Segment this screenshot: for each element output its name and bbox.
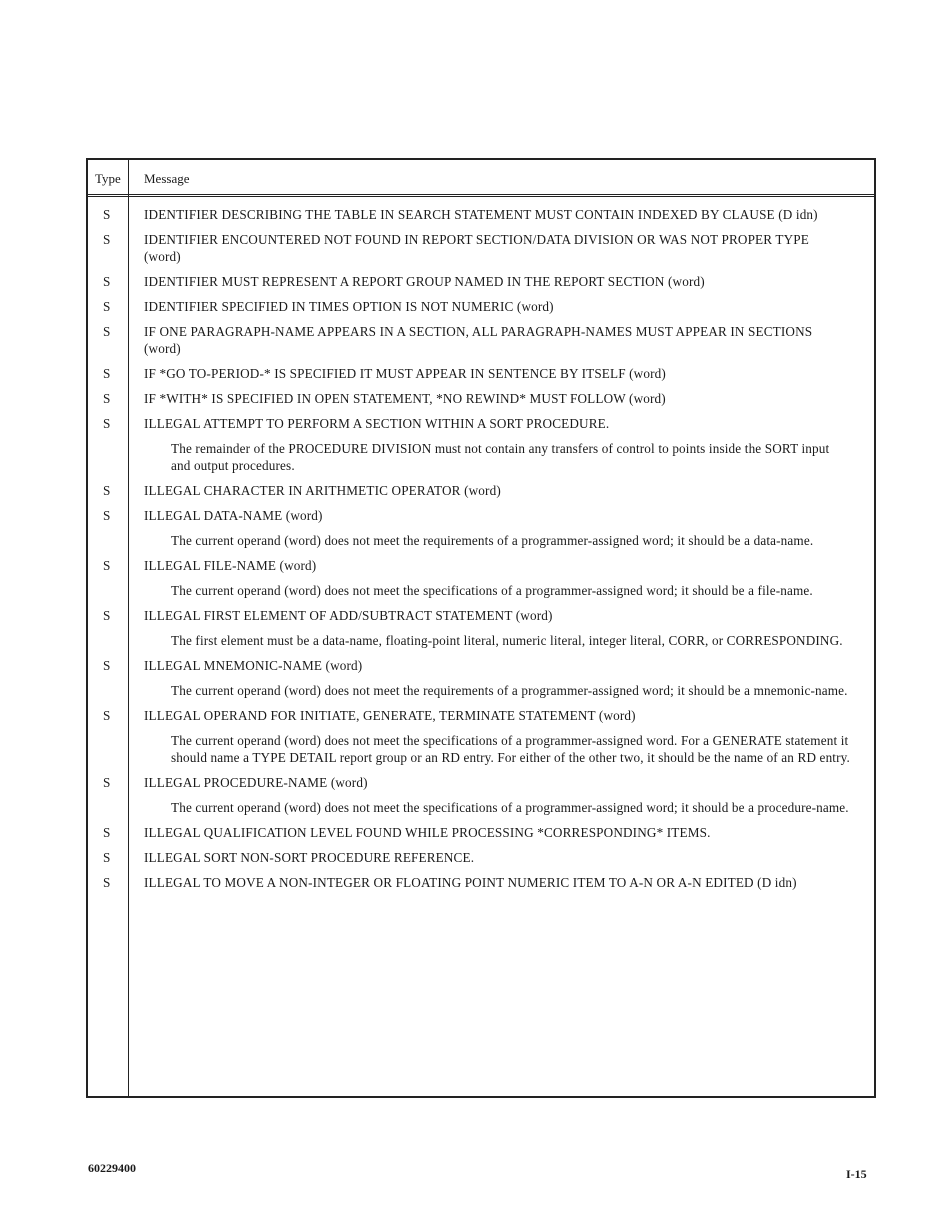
message-explanation: The current operand (word) does not meet the requirements of a programmer-assigned word; it should be a data-name. [171, 533, 814, 548]
message-type: S [103, 850, 111, 865]
table-row [88, 415, 874, 474]
message-type: S [103, 483, 111, 498]
message-column-header: Message [144, 171, 190, 186]
message-type: S [103, 232, 111, 247]
message-explanation: The current operand (word) does not meet the specifications of a programmer-assigned word. For a GENERATE statement it should name a TYPE DETAIL report group or an RD entry. For either of the other two, it should be the name of an RD entry. [171, 733, 850, 765]
message-type: S [103, 299, 111, 314]
message-type: S [103, 366, 111, 381]
message-type: S [103, 391, 111, 406]
message-type: S [103, 658, 111, 673]
table-row [88, 390, 874, 407]
message-type: S [103, 875, 111, 890]
message-text: ILLEGAL FILE-NAME (word) [144, 558, 317, 573]
message-text: ILLEGAL PROCEDURE-NAME (word) [144, 775, 368, 790]
message-text: ILLEGAL FIRST ELEMENT OF ADD/SUBTRACT STATEMENT (word) [144, 608, 553, 623]
message-text: IDENTIFIER ENCOUNTERED NOT FOUND IN REPORT SECTION/DATA DIVISION OR WAS NOT PROPER TYPE (word) [144, 232, 809, 264]
message-text: ILLEGAL QUALIFICATION LEVEL FOUND WHILE PROCESSING *CORRESPONDING* ITEMS. [144, 825, 711, 840]
table-row [88, 707, 874, 766]
table-header [88, 160, 874, 197]
message-type: S [103, 508, 111, 523]
message-text: IDENTIFIER MUST REPRESENT A REPORT GROUP NAMED IN THE REPORT SECTION (word) [144, 274, 705, 289]
table-row [88, 824, 874, 841]
message-table [86, 158, 876, 1098]
table-row [88, 482, 874, 499]
message-text: IF ONE PARAGRAPH-NAME APPEARS IN A SECTION, ALL PARAGRAPH-NAMES MUST APPEAR IN SECTIONS (word) [144, 324, 813, 356]
table-row [88, 657, 874, 699]
message-type: S [103, 825, 111, 840]
message-text: IDENTIFIER DESCRIBING THE TABLE IN SEARCH STATEMENT MUST CONTAIN INDEXED BY CLAUSE (D idn) [144, 207, 818, 222]
page-number: I-15 [846, 1167, 867, 1181]
message-type: S [103, 324, 111, 339]
table-row [88, 365, 874, 382]
message-text: IF *GO TO-PERIOD-* IS SPECIFIED IT MUST APPEAR IN SENTENCE BY ITSELF (word) [144, 366, 666, 381]
message-text: ILLEGAL CHARACTER IN ARITHMETIC OPERATOR (word) [144, 483, 501, 498]
message-type: S [103, 416, 111, 431]
message-type: S [103, 558, 111, 573]
table-row [88, 507, 874, 549]
table-body [88, 206, 874, 899]
message-text: ILLEGAL OPERAND FOR INITIATE, GENERATE, TERMINATE STATEMENT (word) [144, 708, 636, 723]
message-explanation: The current operand (word) does not meet the requirements of a programmer-assigned word; it should be a mnemonic-name. [171, 683, 848, 698]
message-type: S [103, 608, 111, 623]
table-row [88, 874, 874, 891]
message-text: ILLEGAL TO MOVE A NON-INTEGER OR FLOATING POINT NUMERIC ITEM TO A-N OR A-N EDITED (D idn) [144, 875, 797, 890]
table-row [88, 298, 874, 315]
message-type: S [103, 274, 111, 289]
type-column-header: Type [95, 171, 121, 186]
table-row [88, 231, 874, 265]
message-explanation: The first element must be a data-name, floating-point literal, numeric literal, integer literal, CORR, or CORRESPONDING. [171, 633, 843, 648]
message-text: ILLEGAL ATTEMPT TO PERFORM A SECTION WITHIN A SORT PROCEDURE. [144, 416, 610, 431]
table-row [88, 273, 874, 290]
message-type: S [103, 708, 111, 723]
message-explanation: The current operand (word) does not meet the specifications of a programmer-assigned word; it should be a procedure-name. [171, 800, 849, 815]
message-text: ILLEGAL MNEMONIC-NAME (word) [144, 658, 363, 673]
message-text: IF *WITH* IS SPECIFIED IN OPEN STATEMENT, *NO REWIND* MUST FOLLOW (word) [144, 391, 666, 406]
table-row [88, 607, 874, 649]
table-row [88, 206, 874, 223]
message-text: ILLEGAL SORT NON-SORT PROCEDURE REFERENCE. [144, 850, 475, 865]
message-explanation: The remainder of the PROCEDURE DIVISION must not contain any transfers of control to points inside the SORT input and output procedures. [171, 441, 830, 473]
document-number: 60229400 [88, 1161, 136, 1175]
message-text: ILLEGAL DATA-NAME (word) [144, 508, 323, 523]
table-row [88, 557, 874, 599]
table-row [88, 849, 874, 866]
message-type: S [103, 775, 111, 790]
table-row [88, 323, 874, 357]
table-row [88, 774, 874, 816]
message-text: IDENTIFIER SPECIFIED IN TIMES OPTION IS NOT NUMERIC (word) [144, 299, 554, 314]
message-explanation: The current operand (word) does not meet the specifications of a programmer-assigned word; it should be a file-name. [171, 583, 813, 598]
message-type: S [103, 207, 111, 222]
